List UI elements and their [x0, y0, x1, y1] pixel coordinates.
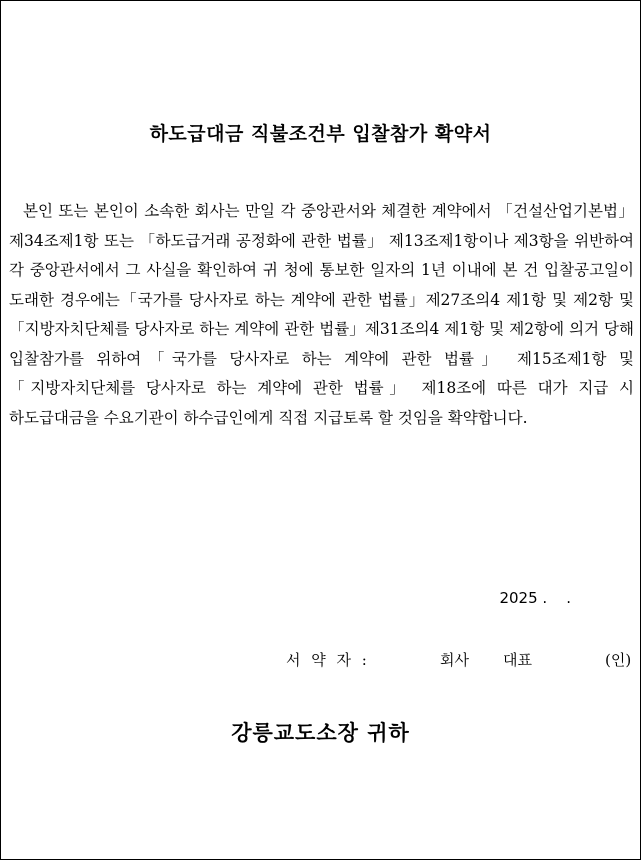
signer-line: [1, 649, 640, 673]
pledge-date: 2025 . .: [499, 589, 571, 607]
signer-label: 서 약 자 :: [286, 651, 370, 669]
seal-mark: (인): [605, 651, 632, 669]
document-title: 하도급대금 직불조건부 입찰참가 확약서: [149, 123, 492, 145]
addressee: 강릉교도소장 귀하: [231, 720, 410, 745]
signer-company: 회사: [440, 651, 469, 669]
pledge-body: 본인 또는 본인이 소속한 회사는 만일 각 중앙관서와 체결한 계약에서 「건설산업기본법」제34조제1항 또는 「하도급거래 공정화에 관한 법률」 제13조제1항이나 제3항을 위반하여 각 중앙관서에서 그 사실을 확인하여 귀 청에 통보한 일자의 1년 이내에 본 건 입찰공고일이 도래한 경우에는「국가를 당사자로 하는 계약에 관한 법률」제27조의4 제1항 및 제2항 및「지방자치단체를 당사자로 하는 계약에 관한 법률」제31조의4 제1항 및 제2항에 의거 당해 입찰참가를 위하여「국가를 당사자로 하는 계약에 관한 법률」 제15조제1항 및「지방자치단체를 당사자로 하는 계약에 관한 법률」 제18조에 따른 대가 지급 시 하도급대금을 수요기관이 하수급인에게 직접 지급토록 할 것임을 확약합니다.: [9, 202, 634, 427]
signer-representative: 대표: [503, 651, 532, 669]
